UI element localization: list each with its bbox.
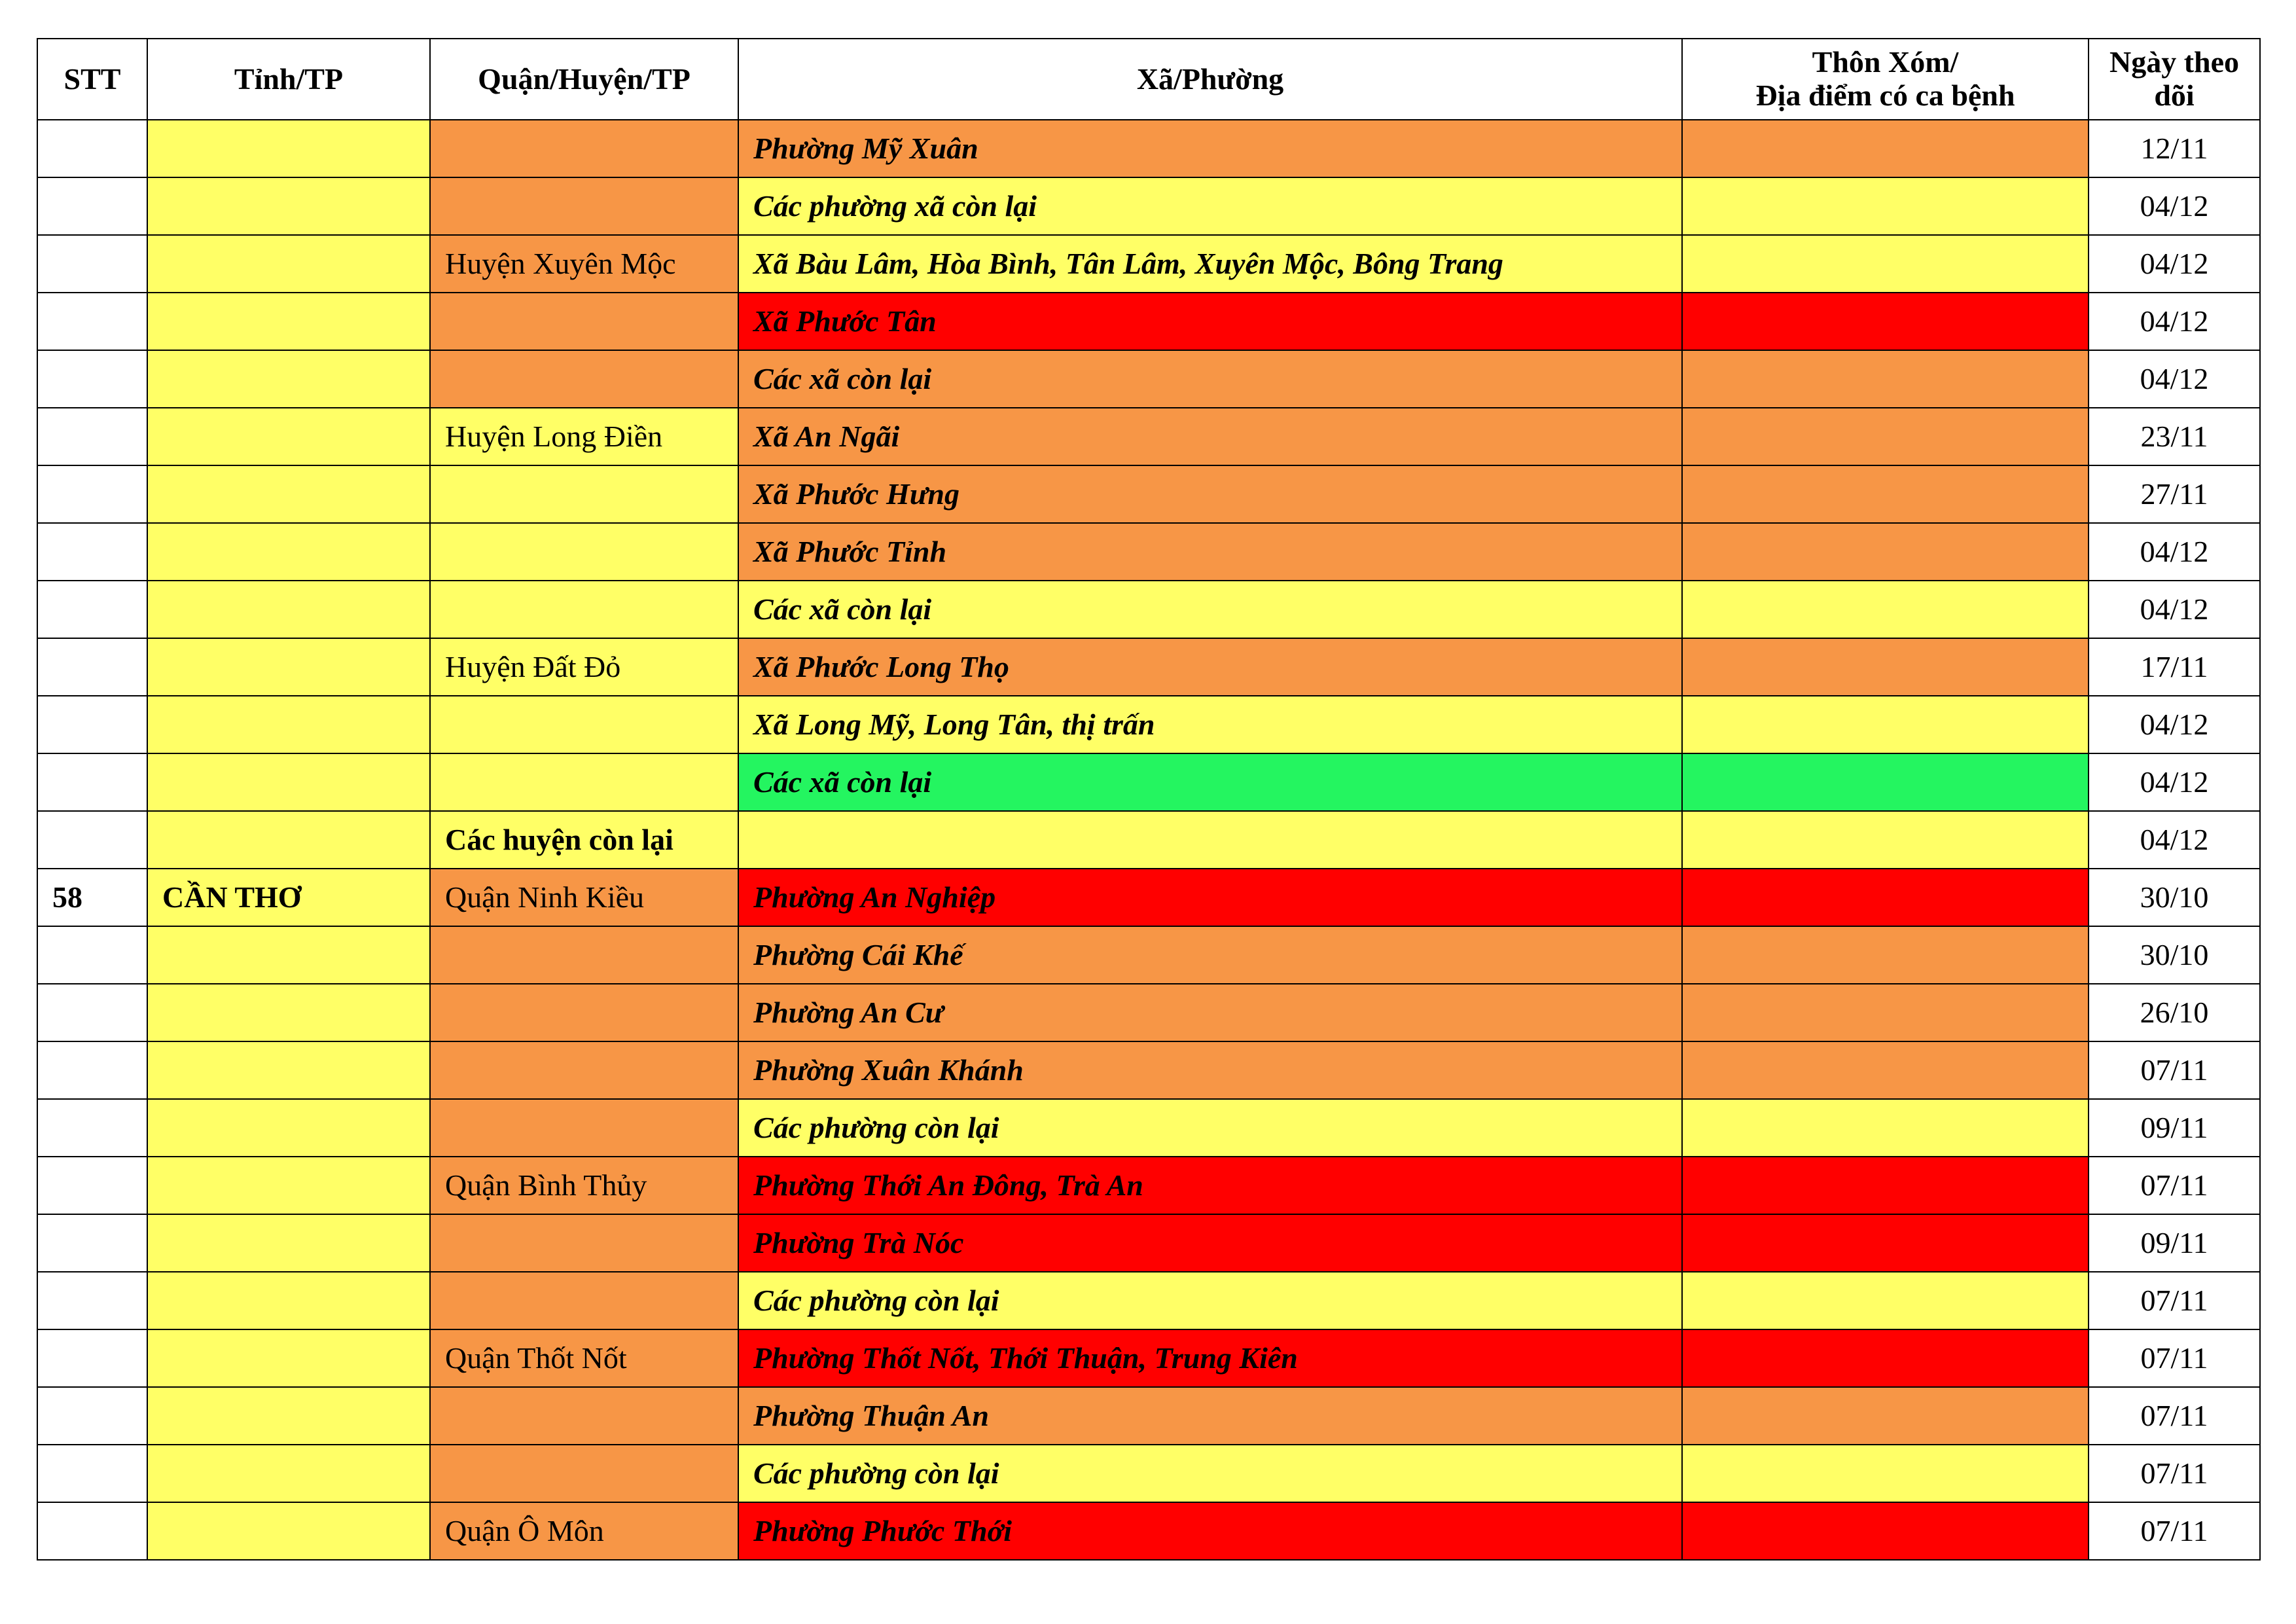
table-row <box>37 523 2260 581</box>
table-row <box>37 177 2260 235</box>
cell-date: 09/11 <box>2089 1214 2260 1272</box>
cell-district <box>430 465 738 523</box>
cell-ward: Các phường còn lại <box>738 1445 1682 1502</box>
cell-hamlet <box>1682 293 2089 350</box>
cell-stt <box>37 696 147 753</box>
cell-province <box>147 1099 430 1157</box>
cell-hamlet <box>1682 1099 2089 1157</box>
cell-ward: Xã Long Mỹ, Long Tân, thị trấn <box>738 696 1682 753</box>
cell-district: Quận Ô Môn <box>430 1502 738 1560</box>
cell-province <box>147 753 430 811</box>
table-row <box>37 408 2260 465</box>
table-row <box>37 1445 2260 1502</box>
cell-hamlet <box>1682 811 2089 869</box>
table-row <box>37 926 2260 984</box>
table-row <box>37 753 2260 811</box>
cell-province <box>147 1214 430 1272</box>
cell-ward <box>738 811 1682 869</box>
cell-stt <box>37 753 147 811</box>
cell-stt <box>37 1445 147 1502</box>
cell-hamlet <box>1682 1329 2089 1387</box>
cell-ward: Phường An Cư <box>738 984 1682 1041</box>
cell-ward: Xã Bàu Lâm, Hòa Bình, Tân Lâm, Xuyên Mộc, Bông Trang <box>738 235 1682 293</box>
cell-date: 12/11 <box>2089 120 2260 177</box>
cell-stt <box>37 926 147 984</box>
table-row <box>37 696 2260 753</box>
cell-province <box>147 1272 430 1329</box>
cell-stt <box>37 984 147 1041</box>
cell-ward: Xã Phước Hưng <box>738 465 1682 523</box>
header-province: Tỉnh/TP <box>147 39 430 120</box>
cell-province: CẦN THƠ <box>147 869 430 926</box>
cell-hamlet <box>1682 696 2089 753</box>
cell-date: 30/10 <box>2089 869 2260 926</box>
cell-stt <box>37 1099 147 1157</box>
cell-province <box>147 1445 430 1502</box>
table-row <box>37 465 2260 523</box>
cell-date: 07/11 <box>2089 1272 2260 1329</box>
cell-district: Huyện Đất Đỏ <box>430 638 738 696</box>
cell-ward: Phường Thốt Nốt, Thới Thuận, Trung Kiên <box>738 1329 1682 1387</box>
cell-stt <box>37 120 147 177</box>
cell-stt <box>37 1272 147 1329</box>
cell-hamlet <box>1682 581 2089 638</box>
cell-district <box>430 984 738 1041</box>
cell-stt <box>37 581 147 638</box>
cell-district <box>430 1214 738 1272</box>
cell-date: 26/10 <box>2089 984 2260 1041</box>
cell-stt <box>37 1157 147 1214</box>
table-row <box>37 1041 2260 1099</box>
cell-hamlet <box>1682 120 2089 177</box>
table-row <box>37 1387 2260 1445</box>
cell-district <box>430 1387 738 1445</box>
cell-date: 04/12 <box>2089 581 2260 638</box>
table-row <box>37 1157 2260 1214</box>
cell-date: 04/12 <box>2089 235 2260 293</box>
cell-hamlet <box>1682 465 2089 523</box>
cell-district <box>430 696 738 753</box>
cell-ward: Xã An Ngãi <box>738 408 1682 465</box>
cell-date: 09/11 <box>2089 1099 2260 1157</box>
table-row <box>37 1272 2260 1329</box>
cell-ward: Xã Phước Tân <box>738 293 1682 350</box>
cell-district <box>430 1041 738 1099</box>
table-row <box>37 120 2260 177</box>
cell-date: 04/12 <box>2089 350 2260 408</box>
header-date <box>2089 39 2260 120</box>
cell-date: 04/12 <box>2089 523 2260 581</box>
outbreak-zone-table <box>37 38 2261 1561</box>
table-row <box>37 1099 2260 1157</box>
cell-province <box>147 350 430 408</box>
cell-date: 17/11 <box>2089 638 2260 696</box>
cell-hamlet <box>1682 235 2089 293</box>
cell-date: 23/11 <box>2089 408 2260 465</box>
cell-date: 07/11 <box>2089 1445 2260 1502</box>
cell-province <box>147 1329 430 1387</box>
cell-province <box>147 984 430 1041</box>
cell-hamlet <box>1682 1272 2089 1329</box>
cell-date: 07/11 <box>2089 1387 2260 1445</box>
cell-date: 27/11 <box>2089 465 2260 523</box>
cell-date: 04/12 <box>2089 811 2260 869</box>
cell-hamlet <box>1682 1214 2089 1272</box>
cell-ward: Phường Thuận An <box>738 1387 1682 1445</box>
cell-province <box>147 1041 430 1099</box>
cell-ward: Phường Thới An Đông, Trà An <box>738 1157 1682 1214</box>
cell-date: 07/11 <box>2089 1329 2260 1387</box>
cell-district: Quận Bình Thủy <box>430 1157 738 1214</box>
cell-date: 07/11 <box>2089 1041 2260 1099</box>
cell-district: Các huyện còn lại <box>430 811 738 869</box>
table-row <box>37 1502 2260 1560</box>
cell-stt <box>37 1502 147 1560</box>
cell-province <box>147 638 430 696</box>
table-row <box>37 811 2260 869</box>
cell-date: 04/12 <box>2089 696 2260 753</box>
cell-district: Huyện Xuyên Mộc <box>430 235 738 293</box>
cell-stt <box>37 638 147 696</box>
cell-province <box>147 1502 430 1560</box>
cell-district <box>430 926 738 984</box>
cell-hamlet <box>1682 1041 2089 1099</box>
cell-hamlet <box>1682 523 2089 581</box>
header-hamlet-line1: Thôn Xóm/ <box>1812 45 1959 79</box>
cell-district <box>430 581 738 638</box>
header-district: Quận/Huyện/TP <box>430 39 738 120</box>
cell-district <box>430 1445 738 1502</box>
cell-district <box>430 523 738 581</box>
cell-province <box>147 465 430 523</box>
cell-ward: Các phường còn lại <box>738 1099 1682 1157</box>
table-body <box>37 120 2260 1560</box>
header-stt: STT <box>37 39 147 120</box>
table-row <box>37 869 2260 926</box>
cell-hamlet <box>1682 408 2089 465</box>
cell-stt <box>37 1329 147 1387</box>
cell-stt <box>37 235 147 293</box>
cell-province <box>147 235 430 293</box>
cell-ward: Xã Phước Tỉnh <box>738 523 1682 581</box>
cell-ward: Các xã còn lại <box>738 753 1682 811</box>
header-hamlet-line2: Địa điểm có ca bệnh <box>1755 79 2015 112</box>
cell-date: 07/11 <box>2089 1157 2260 1214</box>
cell-hamlet <box>1682 177 2089 235</box>
cell-ward: Phường Trà Nóc <box>738 1214 1682 1272</box>
header-hamlet <box>1682 39 2089 120</box>
cell-stt <box>37 350 147 408</box>
table-row <box>37 1329 2260 1387</box>
cell-district <box>430 177 738 235</box>
cell-ward: Phường Mỹ Xuân <box>738 120 1682 177</box>
cell-stt <box>37 293 147 350</box>
cell-hamlet <box>1682 638 2089 696</box>
cell-hamlet <box>1682 1157 2089 1214</box>
header-row <box>37 39 2260 120</box>
cell-province <box>147 926 430 984</box>
table-row <box>37 293 2260 350</box>
table-row <box>37 984 2260 1041</box>
header-ward: Xã/Phường <box>738 39 1682 120</box>
cell-hamlet <box>1682 926 2089 984</box>
cell-province <box>147 1387 430 1445</box>
cell-province <box>147 1157 430 1214</box>
cell-district: Huyện Long Điền <box>430 408 738 465</box>
cell-date: 04/12 <box>2089 293 2260 350</box>
cell-ward: Các xã còn lại <box>738 350 1682 408</box>
cell-district <box>430 350 738 408</box>
cell-ward: Các xã còn lại <box>738 581 1682 638</box>
cell-province <box>147 120 430 177</box>
cell-district: Quận Ninh Kiều <box>430 869 738 926</box>
cell-ward: Các phường xã còn lại <box>738 177 1682 235</box>
cell-stt <box>37 1387 147 1445</box>
cell-ward: Các phường còn lại <box>738 1272 1682 1329</box>
cell-date: 30/10 <box>2089 926 2260 984</box>
cell-district <box>430 120 738 177</box>
cell-date: 07/11 <box>2089 1502 2260 1560</box>
cell-date: 04/12 <box>2089 177 2260 235</box>
cell-province <box>147 293 430 350</box>
cell-hamlet <box>1682 753 2089 811</box>
cell-ward: Phường Phước Thới <box>738 1502 1682 1560</box>
cell-ward: Phường Cái Khế <box>738 926 1682 984</box>
cell-ward: Phường Xuân Khánh <box>738 1041 1682 1099</box>
cell-hamlet <box>1682 350 2089 408</box>
cell-stt <box>37 523 147 581</box>
cell-district: Quận Thốt Nốt <box>430 1329 738 1387</box>
cell-hamlet <box>1682 869 2089 926</box>
cell-province <box>147 523 430 581</box>
header-date-line2: dõi <box>2154 79 2195 112</box>
cell-district <box>430 1272 738 1329</box>
table-row <box>37 235 2260 293</box>
cell-province <box>147 177 430 235</box>
table-row <box>37 581 2260 638</box>
cell-stt: 58 <box>37 869 147 926</box>
cell-stt <box>37 811 147 869</box>
cell-ward: Phường An Nghiệp <box>738 869 1682 926</box>
table-row <box>37 350 2260 408</box>
cell-hamlet <box>1682 1387 2089 1445</box>
cell-stt <box>37 408 147 465</box>
cell-hamlet <box>1682 1445 2089 1502</box>
cell-stt <box>37 177 147 235</box>
cell-date: 04/12 <box>2089 753 2260 811</box>
cell-ward: Xã Phước Long Thọ <box>738 638 1682 696</box>
cell-stt <box>37 1041 147 1099</box>
cell-province <box>147 408 430 465</box>
cell-hamlet <box>1682 1502 2089 1560</box>
header-date-line1: Ngày theo <box>2109 45 2240 79</box>
cell-district <box>430 753 738 811</box>
cell-province <box>147 811 430 869</box>
cell-hamlet <box>1682 984 2089 1041</box>
table-row <box>37 1214 2260 1272</box>
cell-province <box>147 581 430 638</box>
cell-stt <box>37 1214 147 1272</box>
cell-district <box>430 1099 738 1157</box>
cell-stt <box>37 465 147 523</box>
cell-district <box>430 293 738 350</box>
table-row <box>37 638 2260 696</box>
cell-province <box>147 696 430 753</box>
